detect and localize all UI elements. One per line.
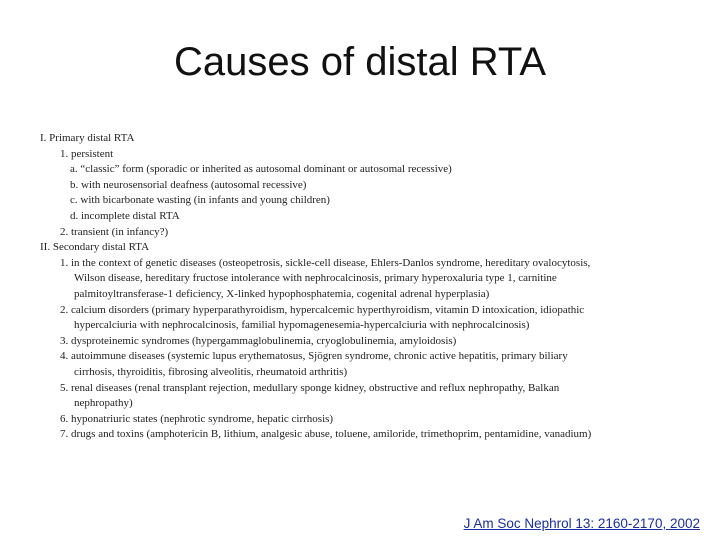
outline-line: nephropathy) [74,397,133,410]
outline-line: c. with bicarbonate wasting (in infants and young children) [70,194,330,207]
outline-list [40,131,690,443]
outline-line: a. “classic” form (sporadic or inherited as autosomal dominant or autosomal recessive) [70,163,452,176]
outline-line: 7. drugs and toxins (amphotericin B, lithium, analgesic abuse, toluene, amiloride, trimethoprim, pentamidine, vanadium) [60,428,592,441]
outline-line: palmitoyltransferase-1 deficiency, X-linked hypophosphatemia, cogenital adrenal hyperplasia) [74,287,490,300]
outline-line: 6. hyponatriuric states (nephrotic syndrome, hepatic cirrhosis) [60,412,334,425]
outline-line: b. with neurosensorial deafness (autosomal recessive) [70,178,307,191]
outline-line: d. incomplete distal RTA [70,209,180,222]
outline-line: 5. renal diseases (renal transplant rejection, medullary sponge kidney, obstructive and reflux nephropathy, Balkan [60,381,560,394]
outline-line: 4. autoimmune diseases (systemic lupus erythematosus, Sjögren syndrome, chronic active hepatitis, primary biliary [60,350,568,363]
outline-line: cirrhosis, thyroiditis, fibrosing alveolitis, rheumatoid arthritis) [74,365,348,378]
outline-line: 2. calcium disorders (primary hyperparathyroidism, hypercalcemic hyperthyroidism, vitamin D intoxication, idiopathic [60,303,585,316]
outline-line: Wilson disease, hereditary fructose intolerance with nephrocalcinosis, primary hyperoxaluria type 1, carnitine [74,272,557,285]
outline-line: 2. transient (in infancy?) [60,225,169,238]
citation-link[interactable]: J Am Soc Nephrol 13: 2160-2170, 2002 [463,516,700,531]
slide-title: Causes of distal RTA [173,40,546,84]
outline-line: hypercalciuria with nephrocalcinosis, familial hypomagenesemia-hypercalciuria with nephrocalcinosis) [74,319,530,332]
outline-line: 1. persistent [60,147,114,160]
outline-line: I. Primary distal RTA [40,132,135,144]
outline-line: II. Secondary distal RTA [40,241,150,254]
outline-line: 3. dysproteinemic syndromes (hypergammaglobulinemia, cryoglobulinemia, amyloidosis) [60,334,457,347]
outline-line: 1. in the context of genetic diseases (osteopetrosis, sickle-cell disease, Ehlers-Danlos syndrome, hereditary ovalocytosis, [60,256,591,269]
